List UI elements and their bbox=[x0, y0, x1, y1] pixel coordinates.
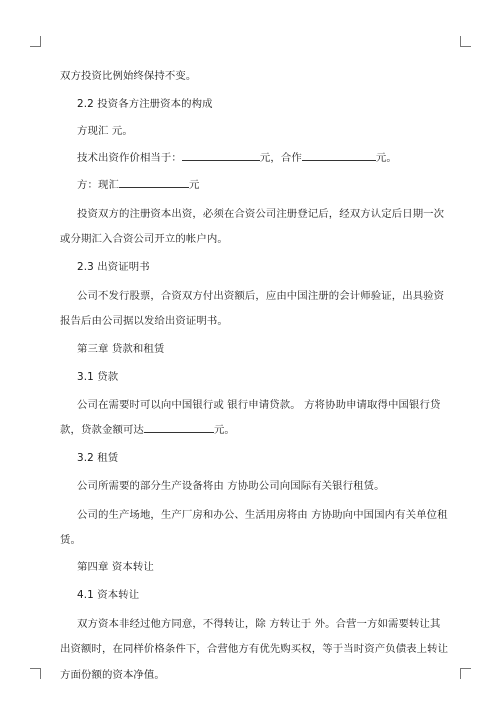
blank-cooperation-value bbox=[302, 151, 376, 161]
blank-loan-amount bbox=[144, 423, 214, 433]
chapter-3-heading: 第三章 贷款和租赁 bbox=[77, 343, 165, 355]
paragraph-transfer-1: 双方资本非经过他方同意，不得转让，除 方转让于 外。合营一方如需要转让其 bbox=[77, 618, 441, 630]
line-cash-contribution: 方现汇 元。 bbox=[77, 125, 133, 137]
label-loan-amount: 款，贷款金额可达 bbox=[60, 424, 144, 436]
paragraph-lease-equipment: 公司所需要的部分生产设备将由 方协助公司向国际有关银行租赁。 bbox=[77, 480, 385, 492]
crop-mark-top-right bbox=[460, 36, 471, 47]
paragraph-lease-premises-2: 赁。 bbox=[60, 534, 81, 546]
blank-technology-value bbox=[182, 151, 260, 161]
crop-mark-top-left bbox=[30, 36, 41, 47]
label-yuan-2: 元 bbox=[188, 179, 200, 191]
paragraph-capital-contribution-1: 投资双方的注册资本出资，必须在合资公司注册登记后，经双方认定后日期一次 bbox=[77, 208, 445, 220]
paragraph-loan-1: 公司在需要时可以向中国银行或 银行申请贷款。 方将协助申请取得中国银行贷 bbox=[77, 399, 441, 411]
paragraph-certificate-2: 报告后由公司据以发给出资证明书。 bbox=[60, 315, 228, 327]
section-3-1-heading: 3.1 贷款 bbox=[77, 371, 119, 383]
label-yuan-cooperation: 元，合作 bbox=[259, 152, 302, 164]
label-yuan: 元。 bbox=[375, 152, 397, 164]
label-technology-value: 技术出资作价相当于： bbox=[77, 152, 182, 164]
paragraph-lease-premises-1: 公司的生产场地，生产厂房和办公、生活用房将由 方协助向中国国内有关单位租 bbox=[77, 509, 448, 521]
label-party-cash: 方：现汇 bbox=[77, 179, 119, 191]
chapter-4-heading: 第四章 资本转让 bbox=[77, 561, 154, 573]
crop-mark-bottom-right bbox=[460, 668, 471, 679]
section-3-2-heading: 3.2 租赁 bbox=[77, 452, 119, 464]
line-party-cash bbox=[77, 178, 199, 192]
paragraph-ratio-unchanged: 双方投资比例始终保持不变。 bbox=[60, 70, 197, 82]
blank-party-cash bbox=[119, 178, 189, 188]
section-4-1-heading: 4.1 资本转让 bbox=[77, 589, 140, 601]
paragraph-transfer-2: 出资额时，在同样价格条件下，合营他方有优先购买权，等于当时资产负债表上转让 bbox=[60, 643, 449, 655]
paragraph-certificate-1: 公司不发行股票，合资双方付出资额后，应由中国注册的会计师验证，出具验资 bbox=[77, 290, 445, 302]
paragraph-capital-contribution-2: 或分期汇入合资公司开立的帐户内。 bbox=[60, 233, 228, 245]
paragraph-loan-2 bbox=[60, 423, 235, 437]
section-2-3-heading: 2.3 出资证明书 bbox=[77, 261, 150, 273]
section-2-2-heading: 2.2 投资各方注册资本的构成 bbox=[77, 98, 213, 110]
crop-mark-bottom-left bbox=[30, 668, 41, 679]
line-technology-contribution bbox=[77, 151, 397, 165]
label-yuan-3: 元。 bbox=[213, 424, 235, 436]
paragraph-transfer-3: 方面份额的资本净值。 bbox=[60, 669, 165, 681]
